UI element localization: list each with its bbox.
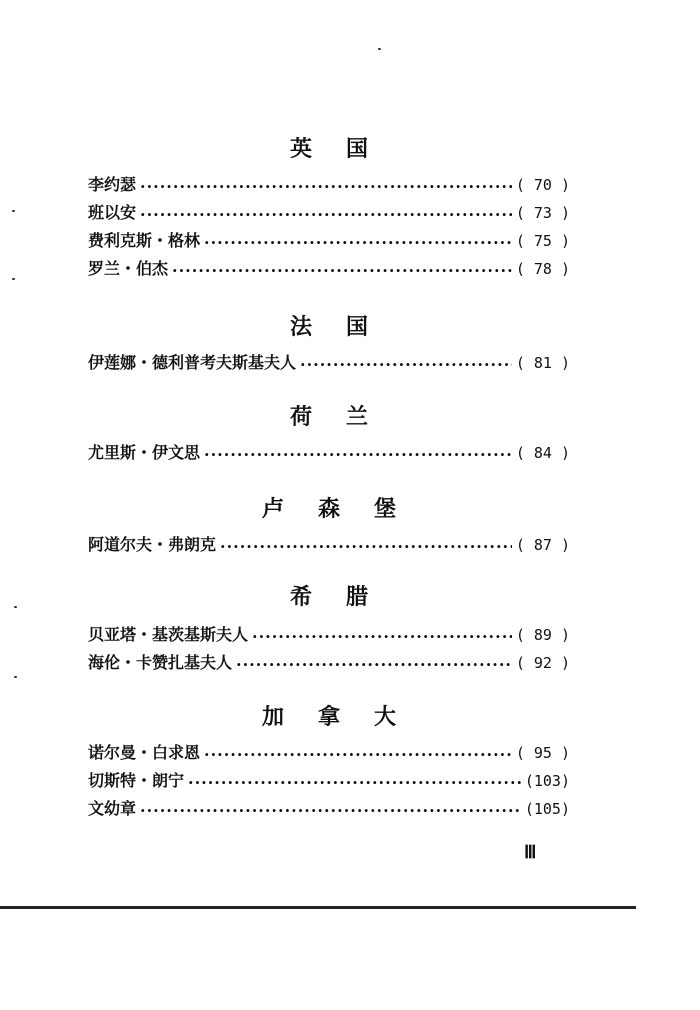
entry-page: (105)	[524, 800, 570, 818]
dot-leader	[140, 801, 521, 817]
section-heading-uk	[0, 132, 660, 163]
entry-name: 伊莲娜・德利普考夫斯基夫人	[88, 353, 297, 372]
section-heading-luxembourg	[0, 492, 660, 523]
toc-entry[interactable]	[88, 172, 570, 196]
entry-name: 文幼章	[88, 799, 137, 818]
page-folio: Ⅲ	[524, 842, 537, 862]
dot-leader	[204, 445, 512, 461]
entry-name: 费利克斯・格林	[88, 231, 201, 250]
heading-char: 森	[317, 496, 342, 522]
heading-char: 希	[289, 584, 314, 610]
dot-leader	[140, 177, 512, 193]
toc-entry[interactable]	[88, 350, 570, 374]
dot-leader	[188, 773, 521, 789]
dot-leader	[204, 233, 512, 249]
entry-name: 班以安	[88, 203, 137, 222]
toc-entry[interactable]	[88, 256, 570, 280]
entry-page: ( 92 )	[515, 654, 570, 672]
entry-page: ( 84 )	[515, 444, 570, 462]
toc-entry[interactable]	[88, 740, 570, 764]
entry-page: ( 95 )	[515, 744, 570, 762]
dot-leader	[236, 655, 512, 671]
section-heading-france	[0, 310, 660, 341]
toc-entry[interactable]	[88, 228, 570, 252]
print-speck	[12, 278, 15, 280]
toc-entry[interactable]	[88, 440, 570, 464]
toc-entry[interactable]	[88, 796, 570, 820]
heading-char: 大	[374, 704, 399, 730]
dot-leader	[220, 537, 512, 553]
entry-page: ( 73 )	[515, 204, 570, 222]
heading-char: 加	[261, 704, 286, 730]
toc-entry[interactable]	[88, 650, 570, 674]
toc-entry[interactable]	[88, 622, 570, 646]
entry-name: 罗兰・伯杰	[88, 259, 169, 278]
page-bottom-rule	[0, 906, 636, 909]
heading-char: 拿	[317, 704, 342, 730]
heading-char: 兰	[346, 404, 371, 430]
dot-leader	[300, 355, 512, 371]
entry-page: ( 87 )	[515, 536, 570, 554]
heading-char: 荷	[289, 404, 314, 430]
dot-leader	[172, 261, 512, 277]
entry-name: 李约瑟	[88, 175, 137, 194]
dot-leader	[252, 627, 512, 643]
heading-char: 国	[346, 136, 371, 162]
entry-page: ( 70 )	[515, 176, 570, 194]
print-speck	[14, 676, 17, 678]
heading-char: 法	[289, 314, 314, 340]
section-heading-greece	[0, 580, 660, 611]
entry-name: 诺尔曼・白求恩	[88, 743, 201, 762]
entry-page: ( 89 )	[515, 626, 570, 644]
heading-char: 卢	[261, 496, 286, 522]
entry-page: ( 78 )	[515, 260, 570, 278]
entry-name: 尤里斯・伊文思	[88, 443, 201, 462]
heading-char: 国	[346, 314, 371, 340]
section-heading-netherlands	[0, 400, 660, 431]
toc-entry[interactable]	[88, 200, 570, 224]
entry-page: (103)	[524, 772, 570, 790]
entry-page: ( 81 )	[515, 354, 570, 372]
entry-name: 贝亚塔・基茨基斯夫人	[88, 625, 249, 644]
entry-name: 阿道尔夫・弗朗克	[88, 535, 217, 554]
toc-entry[interactable]	[88, 532, 570, 556]
dot-leader	[140, 205, 512, 221]
section-heading-canada	[0, 700, 660, 731]
heading-char: 堡	[374, 496, 399, 522]
heading-char: 腊	[346, 584, 371, 610]
entry-name: 海伦・卡赞扎基夫人	[88, 653, 233, 672]
print-speck	[12, 210, 15, 212]
entry-name: 切斯特・朗宁	[88, 771, 185, 790]
toc-entry[interactable]	[88, 768, 570, 792]
print-speck	[378, 48, 381, 50]
heading-char: 英	[289, 136, 314, 162]
dot-leader	[204, 745, 512, 761]
entry-page: ( 75 )	[515, 232, 570, 250]
